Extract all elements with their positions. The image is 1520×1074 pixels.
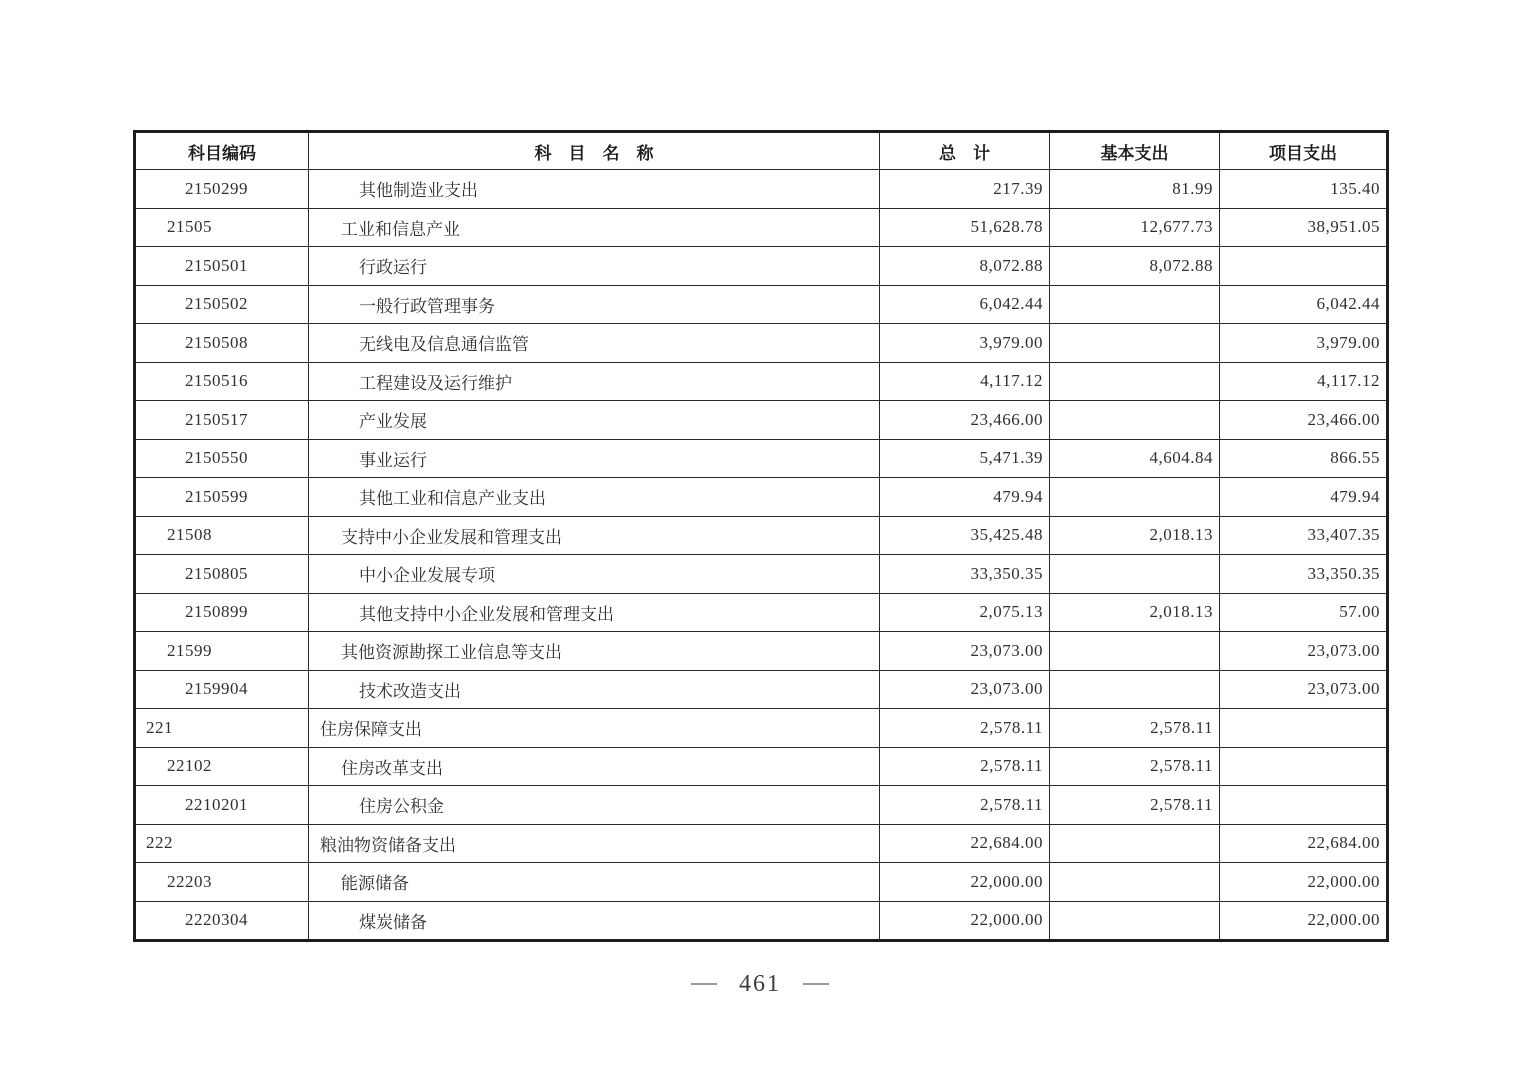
table-row <box>135 863 1388 902</box>
name-cell: 一般行政管理事务 <box>309 285 880 324</box>
name-cell: 住房改革支出 <box>309 747 880 786</box>
table-row <box>135 786 1388 825</box>
basic-cell: 2,018.13 <box>1050 593 1220 632</box>
name-cell: 中小企业发展专项 <box>309 555 880 594</box>
project-cell: 57.00 <box>1220 593 1388 632</box>
total-cell: 22,000.00 <box>880 901 1050 941</box>
basic-cell: 81.99 <box>1050 170 1220 209</box>
name-cell: 支持中小企业发展和管理支出 <box>309 516 880 555</box>
page-number: 461 <box>739 970 781 997</box>
header-subject-name: 科 目 名 称 <box>309 132 880 170</box>
project-cell <box>1220 747 1388 786</box>
code-cell: 2150502 <box>135 285 309 324</box>
header-project-expend: 项目支出 <box>1220 132 1388 170</box>
table-row <box>135 439 1388 478</box>
table-row <box>135 593 1388 632</box>
project-cell: 22,000.00 <box>1220 863 1388 902</box>
basic-cell <box>1050 401 1220 440</box>
table-row <box>135 747 1388 786</box>
code-cell: 2210201 <box>135 786 309 825</box>
total-cell: 22,000.00 <box>880 863 1050 902</box>
total-cell: 23,073.00 <box>880 670 1050 709</box>
table-row <box>135 324 1388 363</box>
project-cell: 23,073.00 <box>1220 670 1388 709</box>
basic-cell: 2,578.11 <box>1050 709 1220 748</box>
name-cell: 其他制造业支出 <box>309 170 880 209</box>
total-cell: 2,075.13 <box>880 593 1050 632</box>
table-row <box>135 362 1388 401</box>
total-cell: 51,628.78 <box>880 208 1050 247</box>
basic-cell <box>1050 670 1220 709</box>
basic-cell <box>1050 324 1220 363</box>
page-footer <box>0 966 1520 1002</box>
project-cell: 33,350.35 <box>1220 555 1388 594</box>
project-cell: 479.94 <box>1220 478 1388 517</box>
total-cell: 23,073.00 <box>880 632 1050 671</box>
name-cell: 技术改造支出 <box>309 670 880 709</box>
project-cell: 23,466.00 <box>1220 401 1388 440</box>
footer-dash-left <box>691 983 717 985</box>
total-cell: 33,350.35 <box>880 555 1050 594</box>
code-cell: 22102 <box>135 747 309 786</box>
total-cell: 23,466.00 <box>880 401 1050 440</box>
name-cell: 住房保障支出 <box>309 709 880 748</box>
code-cell: 22203 <box>135 863 309 902</box>
table-row <box>135 478 1388 517</box>
name-cell: 住房公积金 <box>309 786 880 825</box>
total-cell: 2,578.11 <box>880 709 1050 748</box>
name-cell: 能源储备 <box>309 863 880 902</box>
table-row <box>135 824 1388 863</box>
name-cell: 事业运行 <box>309 439 880 478</box>
name-cell: 工业和信息产业 <box>309 208 880 247</box>
basic-cell <box>1050 824 1220 863</box>
project-cell: 6,042.44 <box>1220 285 1388 324</box>
table-row <box>135 709 1388 748</box>
code-cell: 222 <box>135 824 309 863</box>
code-cell: 21508 <box>135 516 309 555</box>
total-cell: 22,684.00 <box>880 824 1050 863</box>
total-cell: 2,578.11 <box>880 786 1050 825</box>
table-row <box>135 670 1388 709</box>
code-cell: 2150501 <box>135 247 309 286</box>
total-cell: 217.39 <box>880 170 1050 209</box>
code-cell: 221 <box>135 709 309 748</box>
project-cell <box>1220 709 1388 748</box>
project-cell: 135.40 <box>1220 170 1388 209</box>
code-cell: 21599 <box>135 632 309 671</box>
table-header-row <box>135 132 1388 170</box>
table-row <box>135 170 1388 209</box>
code-cell: 2150508 <box>135 324 309 363</box>
footer-dash-right <box>803 983 829 985</box>
total-cell: 35,425.48 <box>880 516 1050 555</box>
name-cell: 煤炭储备 <box>309 901 880 941</box>
basic-cell <box>1050 901 1220 941</box>
basic-cell: 12,677.73 <box>1050 208 1220 247</box>
total-cell: 479.94 <box>880 478 1050 517</box>
table-row <box>135 516 1388 555</box>
project-cell: 33,407.35 <box>1220 516 1388 555</box>
project-cell <box>1220 247 1388 286</box>
name-cell: 其他资源勘探工业信息等支出 <box>309 632 880 671</box>
table-row <box>135 555 1388 594</box>
code-cell: 2150899 <box>135 593 309 632</box>
table-row <box>135 247 1388 286</box>
project-cell: 4,117.12 <box>1220 362 1388 401</box>
project-cell: 22,684.00 <box>1220 824 1388 863</box>
code-cell: 2150299 <box>135 170 309 209</box>
basic-cell <box>1050 285 1220 324</box>
code-cell: 21505 <box>135 208 309 247</box>
basic-cell: 2,018.13 <box>1050 516 1220 555</box>
basic-cell <box>1050 555 1220 594</box>
basic-cell: 8,072.88 <box>1050 247 1220 286</box>
basic-cell <box>1050 362 1220 401</box>
basic-cell: 4,604.84 <box>1050 439 1220 478</box>
name-cell: 工程建设及运行维护 <box>309 362 880 401</box>
basic-cell <box>1050 863 1220 902</box>
basic-cell <box>1050 478 1220 517</box>
name-cell: 其他支持中小企业发展和管理支出 <box>309 593 880 632</box>
header-subject-code: 科目编码 <box>135 132 309 170</box>
basic-cell <box>1050 632 1220 671</box>
code-cell: 2159904 <box>135 670 309 709</box>
name-cell: 产业发展 <box>309 401 880 440</box>
basic-cell: 2,578.11 <box>1050 786 1220 825</box>
code-cell: 2150599 <box>135 478 309 517</box>
project-cell: 3,979.00 <box>1220 324 1388 363</box>
project-cell: 866.55 <box>1220 439 1388 478</box>
header-basic-expend: 基本支出 <box>1050 132 1220 170</box>
project-cell: 23,073.00 <box>1220 632 1388 671</box>
total-cell: 6,042.44 <box>880 285 1050 324</box>
expenditure-table <box>133 130 1389 942</box>
code-cell: 2150550 <box>135 439 309 478</box>
code-cell: 2150516 <box>135 362 309 401</box>
code-cell: 2150805 <box>135 555 309 594</box>
table-body <box>135 170 1388 941</box>
total-cell: 5,471.39 <box>880 439 1050 478</box>
name-cell: 行政运行 <box>309 247 880 286</box>
code-cell: 2220304 <box>135 901 309 941</box>
table-row <box>135 208 1388 247</box>
project-cell <box>1220 786 1388 825</box>
name-cell: 无线电及信息通信监管 <box>309 324 880 363</box>
table-row <box>135 632 1388 671</box>
basic-cell: 2,578.11 <box>1050 747 1220 786</box>
total-cell: 4,117.12 <box>880 362 1050 401</box>
name-cell: 粮油物资储备支出 <box>309 824 880 863</box>
table-row <box>135 401 1388 440</box>
table-row <box>135 901 1388 941</box>
header-total: 总 计 <box>880 132 1050 170</box>
total-cell: 2,578.11 <box>880 747 1050 786</box>
table-row <box>135 285 1388 324</box>
name-cell: 其他工业和信息产业支出 <box>309 478 880 517</box>
code-cell: 2150517 <box>135 401 309 440</box>
project-cell: 38,951.05 <box>1220 208 1388 247</box>
total-cell: 3,979.00 <box>880 324 1050 363</box>
total-cell: 8,072.88 <box>880 247 1050 286</box>
project-cell: 22,000.00 <box>1220 901 1388 941</box>
